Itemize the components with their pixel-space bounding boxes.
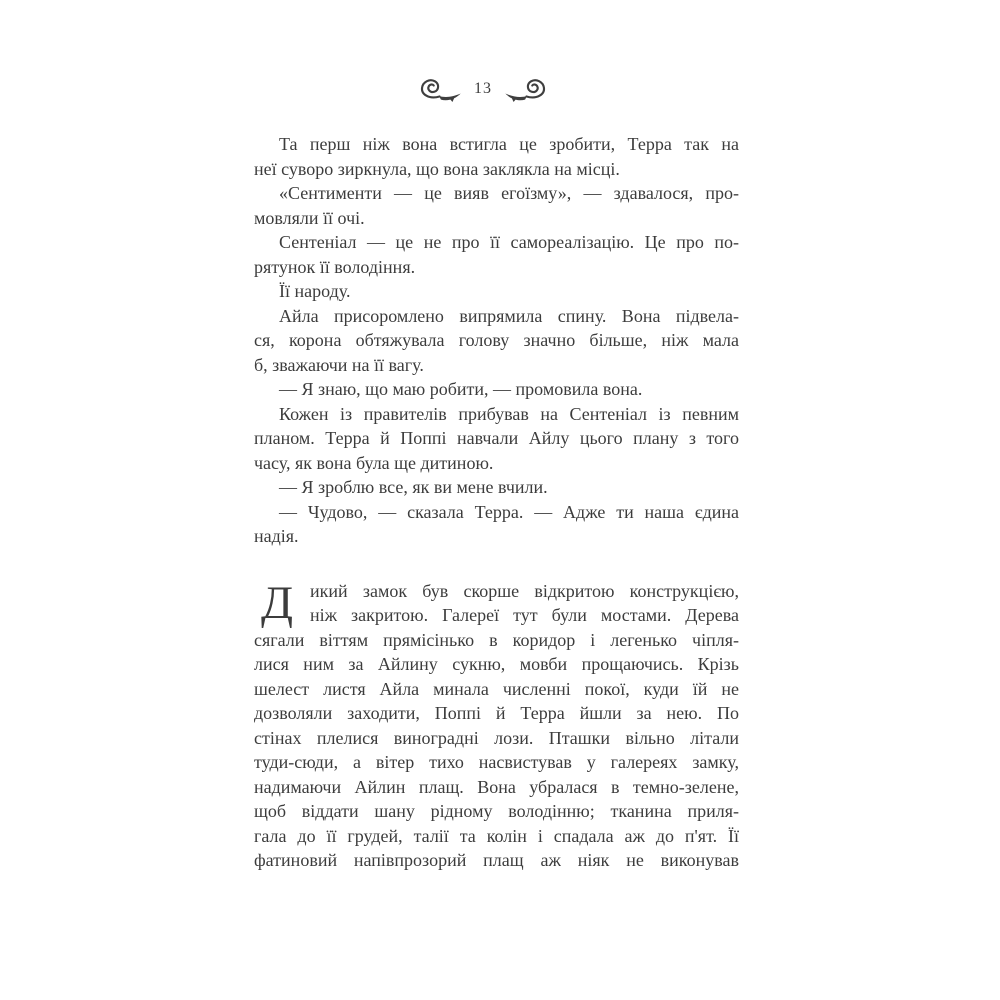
paragraph: [254, 279, 739, 304]
page-header: [240, 73, 726, 107]
paragraph: [254, 132, 739, 181]
text-line: Кожен із правителів прибував на Сентеніал із певним: [279, 403, 739, 424]
text-line: Та перш ніж вона встигла це зробити, Терра так на: [279, 134, 739, 154]
text-line: щоб віддати шану рідному володінню; тканина приля-: [254, 801, 739, 821]
text-line: — Я знаю, що маю робити, — промовила вона.: [279, 379, 643, 399]
text-line: б, зважаючи на її вагу.: [254, 354, 424, 375]
text-line: «Сентименти — це вияв егоїзму», — здавалося, про-: [279, 183, 739, 203]
page-number: 13: [474, 80, 492, 97]
text-line: гала до її грудей, талії та колін і спадала аж до п'ят. Її: [254, 825, 739, 846]
text-line: часу, як вона була ще дитиною.: [254, 452, 494, 473]
text-line: шелест листя Айла минала численні покої, куди їй не: [254, 678, 739, 699]
text-line: Сентеніал — це не про її самореалізацію. Це про по-: [279, 232, 739, 252]
flourish-swirl-left-icon: [417, 77, 463, 104]
paragraph-dropcap: [254, 576, 739, 873]
text-line: надія.: [254, 526, 299, 546]
text-line: надимаючи Айлин плащ. Вона убралася в темно-зелене,: [254, 776, 739, 797]
text-line: рятунок її володіння.: [254, 256, 416, 277]
text-line: дозволяли заходити, Поппі й Терра йшли за нею. По: [254, 703, 739, 723]
text-line: ся, корона обтяжувала голову значно більше, ніж мала: [254, 330, 739, 350]
paragraph: [254, 230, 739, 279]
paragraph: [254, 402, 739, 476]
text-line: лися ним за Айлину сукню, мовби прощаючись. Крізь: [254, 654, 739, 674]
text-line: стінах плелися виноградні лози. Пташки вільно літали: [254, 727, 739, 748]
text-line: мовляли її очі.: [254, 207, 365, 228]
paragraph: [254, 500, 739, 549]
paragraph: [254, 475, 739, 500]
text-line: фатиновий напівпрозорий плащ аж ніяк не виконував: [254, 850, 739, 870]
text-line: сягали віттям прямісінько в коридор і легенько чіпля-: [254, 629, 739, 650]
text-line: планом. Терра й Поппі навчали Айлу цього плану з того: [254, 428, 739, 448]
paragraph: [254, 377, 739, 402]
text-line: — Я зроблю все, як ви мене вчили.: [279, 477, 548, 497]
text-line: Айла присоромлено випрямила спину. Вона підвела-: [279, 305, 739, 326]
drop-cap-letter: Д: [261, 576, 294, 629]
text-line: икий замок був скорше відкритою конструкцією,: [310, 580, 739, 601]
body-text: [254, 132, 739, 873]
flourish-swirl-right-icon: [503, 77, 549, 104]
text-line: туди-сюди, а вітер тихо насвистував у галереях замку,: [254, 752, 739, 772]
paragraph: [254, 181, 739, 230]
text-line: Її народу.: [279, 281, 351, 301]
text-line: ніж закритою. Галереї тут були мостами. Дерева: [310, 605, 739, 625]
text-line: — Чудово, — сказала Терра. — Адже ти наша єдина: [279, 501, 739, 522]
text-line: неї суворо зиркнула, що вона заклякла на місці.: [254, 158, 620, 179]
paragraph: [254, 304, 739, 378]
